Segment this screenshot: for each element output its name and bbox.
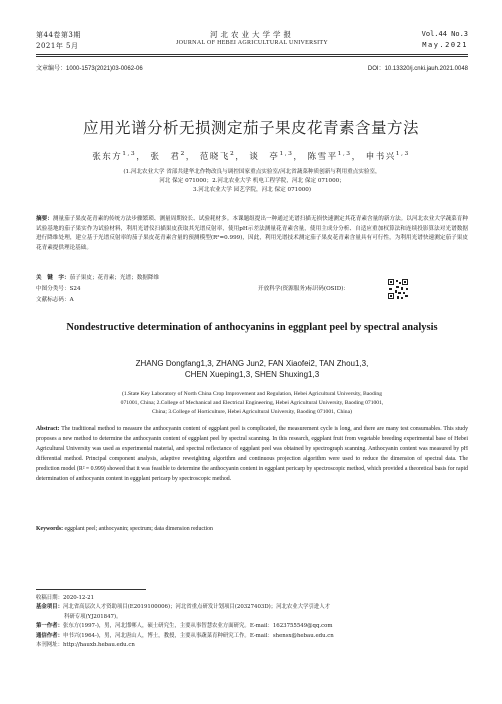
volume-cn: 第44卷第3期 xyxy=(36,31,81,39)
authors-en-line: ZHANG Dongfang1,3, ZHANG Jun2, FAN Xiaofei2, TAN Zhou1,3, xyxy=(135,359,369,368)
affil-cn-line: (1.河北农业大学 省部共建华北作物改良与调控国家重点实验室/河北省蔬菜种质创新与利用重点实验室， xyxy=(123,169,381,175)
title-cn: 应用光谱分析无损测定茄子果皮花青素含量方法 xyxy=(82,119,419,137)
author-cn: 申书兴 xyxy=(365,152,396,162)
abstract-text-en: The traditional method to measure the anthocyanin content of eggplant peel is complicated, the measurement cycle is long, and there are many test consumables. This study proposes a new method to determine the anthocyanin content of eggplant peel by spectral scanning. In this research, eggplant fruit from vegetable breeding experimental base of Hebei Agricultural University was used as experimental material, and spectral reflectance of eggplant peel was obtained by spectrograph scanning. Anthocyanin content was measured by pH differential method. Principal component analysis, adaptive reweighting algorithm and continuous projection algorithm were used to reduce the dimension of spectral data. The prediction model (R² = 0.999) showed that it was feasible to determine the anthocyanin content in eggplant pericarp by spectroscopic method, which provided a theoretical basis for rapid determination of anthocyanin content in eggplant pericarp by spectroscopic method. xyxy=(36,426,468,483)
affiliations-cn xyxy=(60,168,444,195)
author-cn: 陈雪平 xyxy=(307,152,338,162)
affil-cn-line: 河北 保定 071000；2.河北农业大学 机电工程学院，河北 保定 071000； xyxy=(159,178,345,184)
keywords-text-cn: 茄子果皮；花青素；光谱；数据降维 xyxy=(69,275,160,281)
footnote-rule xyxy=(36,589,146,590)
keywords-label-cn: 关 键 字： xyxy=(36,275,70,281)
keywords-label-en: Keywords: xyxy=(36,526,64,532)
fund-line-cont: 科研专项(YJ201847)。 xyxy=(64,613,122,620)
affil-en-line: 071001, China; 2.College of Mechanical and Electrical Engineering, Hebei Agricultural University, Baoding 071001, xyxy=(120,400,384,406)
journal-title-cn: 河北农业大学学报 xyxy=(210,30,294,39)
authors-en-line: CHEN Xueping1,3, SHEN Shuxing1,3 xyxy=(184,370,320,379)
author-cn: 张东方 xyxy=(92,152,123,162)
affil-cn-line: 3.河北农业大学 园艺学院，河北 保定 071000) xyxy=(192,187,312,193)
corresponding-author: 通信作者：申书兴(1964-)，男，河北唐山人，博士，教授，主要从事蔬菜育种研究工作。E-mail：shensx@hebau.edu.cn xyxy=(36,632,334,639)
author-cn: 范晓飞 xyxy=(199,152,230,162)
volume-en: Vol.44 No.3 xyxy=(421,30,468,38)
abstract-label-cn: 摘要： xyxy=(36,216,53,222)
osid-label: 开放科学(资源服务)标识码(OSID)： xyxy=(258,286,349,292)
abstract-text-cn: 测量茄子果皮花青素的传统方法步骤繁琐、测量周期较长、试验耗材多。本课题组提出一种通过光谱扫描无损快速测定其花青素含量的新方法。以河北农业大学蔬菜育种试验基地的茄子果实作为试验材料，利用光谱仪扫描果皮获取其光谱反射率，使用pH示差法测量花青素含量，使用主成分分析、自适应重加权算法和连续投影算法对光谱数据进行降维处理，建立基于光谱反射率的茄子果皮花青素含量的预测模型(R²=0.999)，因此，利用光谱技术测定茄子果皮花青素含量具有可行性，为利用光谱快速测定茄子果皮花青素提供理论基础。 xyxy=(36,216,468,251)
abstract-label-en: Abstract: xyxy=(36,426,60,432)
fund-line: 基金项目：河北省高层次人才资助项目(E2019100006)；河北省重点研发计划项目(20327403D)；河北农业大学引进人才 xyxy=(36,604,331,611)
title-en: Nondestructive determination of anthocyanins in eggplant peel by spectral analysis xyxy=(66,322,438,333)
article-number: 文章编号：1000-1573(2021)03-0062-06 xyxy=(36,66,143,72)
date-en: May.2021 xyxy=(422,41,468,49)
header-rule xyxy=(36,54,468,55)
qr-code-icon[interactable] xyxy=(387,278,409,300)
keywords-text-en: eggplant peel; anthocyanin; spectrum; data dimension reduction xyxy=(64,526,213,532)
date-cn: 2021年 5月 xyxy=(36,42,79,50)
header-rule-thin xyxy=(36,56,468,57)
author-cn: 谈 亭 xyxy=(249,152,280,162)
keywords-en xyxy=(36,526,468,532)
first-author: 第一作者：张东方(1997-)，男，河北邯郸人，硕士研究生，主要从事智慧农业方面研究。E-mail：1623755549@qq.com xyxy=(36,623,333,630)
journal-title-en: JOURNAL OF HEBEI AGRICULTURAL UNIVERSITY xyxy=(175,40,328,46)
abstract-cn xyxy=(36,215,468,253)
doi[interactable]: DOI：10.13320/j.cnki.jauh.2021.0048 xyxy=(367,66,468,72)
affiliations-en xyxy=(52,390,452,417)
received-date: 收稿日期：2020-12-21 xyxy=(36,595,95,601)
authors-en xyxy=(60,358,444,380)
abstract-en xyxy=(36,424,468,485)
affil-en-line: (1.State Key Laboratory of North China Crop Improvement and Regulation, Hebei Agricultural University, Baoding xyxy=(122,391,382,397)
document-code: 文献标志码：A xyxy=(36,297,74,303)
affil-en-line: China; 3.College of Horticulture, Hebei Agricultural University, Baoding 071001, China) xyxy=(152,409,352,415)
footnotes xyxy=(36,594,468,650)
journal-url[interactable]: 本刊网址：http://hauxb.hebau.edu.cn xyxy=(36,642,135,649)
clc-number: 中图分类号：S24 xyxy=(36,286,81,292)
authors-cn: 张东方$^{1,3}$， 张 君$^2$， 范晓飞$^2$， 谈 亭$^{1,3}$， 陈雪平$^{1,3}$， 申书兴$^{1,3}$ xyxy=(92,150,410,162)
author-cn: 张 君 xyxy=(150,152,181,162)
